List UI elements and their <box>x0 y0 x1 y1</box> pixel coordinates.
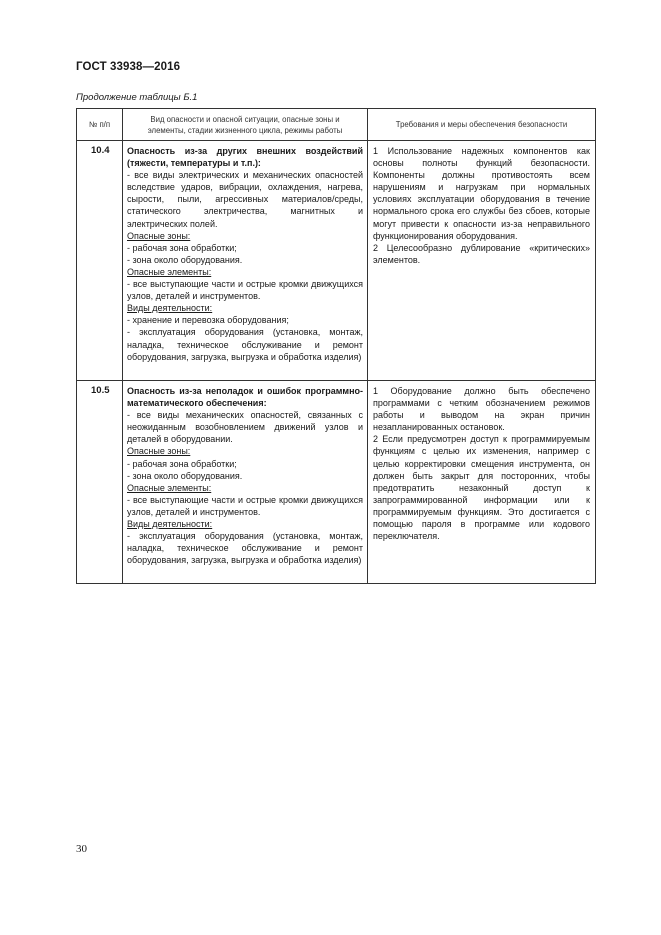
table-header-row <box>77 109 596 141</box>
row-number: 10.5 <box>77 381 123 584</box>
zone-item: - зона около оборудования. <box>127 470 243 481</box>
zone-item: - рабочая зона обработки; <box>127 242 237 253</box>
activity-item: - эксплуатация оборудования (установка, монтаж, наладка, техническое обслуживание и ремонт оборудования, загрузка, выгрузка и обработка изделия) <box>127 327 363 362</box>
requirements <box>368 381 596 584</box>
hazard-title: Опасность из-за неполадок и ошибок программно-математического обеспечения: <box>127 386 363 409</box>
row-number: 10.4 <box>77 141 123 381</box>
zones-label: Опасные зоны: <box>127 446 191 457</box>
requirement-item: 2 Целесообразно дублирование «критических» элементов. <box>373 242 590 265</box>
activity-item: - эксплуатация оборудования (установка, монтаж, наладка, техническое обслуживание и ремонт оборудования, загрузка, выгрузка и обработка изделия) <box>127 531 363 566</box>
hazard-intro: - все виды электрических и механических опасностей вследствие ударов, вибрации, охлаждения, нагрева, сырости, пыли, агрессивных материалов/среды, статического электричества, магнитных и электрических полей. <box>127 170 363 229</box>
requirement-item: 1 Использование надежных компонентов как основы полноты функций безопасности. Компоненты должны противостоять всем нарушениям и нагрузкам при нормальных условиях эксплуатации оборудования в течение нормального срока его службы без сбоев, которые могут привести к опасности из-за неправильного функционирования оборудования. <box>373 146 590 241</box>
column-header-hazard: Вид опасности и опасной ситуации, опасные зоны и элементы, стадии жизненного цикла, режимы работы <box>123 109 368 141</box>
elements-label: Опасные элементы: <box>127 266 212 277</box>
zones-label: Опасные зоны: <box>127 230 191 241</box>
activities-label: Виды деятельности: <box>127 519 213 530</box>
requirement-item: 2 Если предусмотрен доступ к программируемым функциям с целью их изменения, например с целью корректировки смещения инструмента, он должен быть закрыт для посторонних, чтобы предотвратить незаконный доступ к запрограммированной информации или к программируемым функциям. Это достигается с помощью пароля в программе или кодового переключателя. <box>373 434 590 542</box>
element-item: - все выступающие части и острые кромки движущихся узлов, деталей и инструментов. <box>127 494 363 517</box>
hazard-intro: - все виды механических опасностей, связанных с неожиданным возобновлением движений узлов и деталей в оборудовании. <box>127 410 363 445</box>
document-title: ГОСТ 33938—2016 <box>76 61 181 73</box>
requirements <box>368 141 596 381</box>
hazard-description <box>123 381 368 584</box>
activity-item: - хранение и перевозка оборудования; <box>127 315 289 326</box>
table-row <box>77 141 596 381</box>
table-row <box>77 381 596 584</box>
page-number: 30 <box>76 843 87 855</box>
column-header-requirements: Требования и меры обеспечения безопасности <box>368 109 596 141</box>
element-item: - все выступающие части и острые кромки движущихся узлов, деталей и инструментов. <box>127 279 363 302</box>
hazard-description <box>123 141 368 381</box>
activities-label: Виды деятельности: <box>127 303 213 314</box>
zone-item: - зона около оборудования. <box>127 254 243 265</box>
hazard-table <box>76 108 596 584</box>
column-header-number: № п/п <box>77 109 123 141</box>
elements-label: Опасные элементы: <box>127 482 212 493</box>
table-caption: Продолжение таблицы Б.1 <box>76 92 198 103</box>
zone-item: - рабочая зона обработки; <box>127 458 237 469</box>
requirement-item: 1 Оборудование должно быть обеспечено программами с четким обозначением режимов работы и выводом на экран причин незапланированных остановок. <box>373 386 590 433</box>
hazard-title: Опасность из-за других внешних воздействий (тяжести, температуры и т.п.): <box>127 146 363 169</box>
